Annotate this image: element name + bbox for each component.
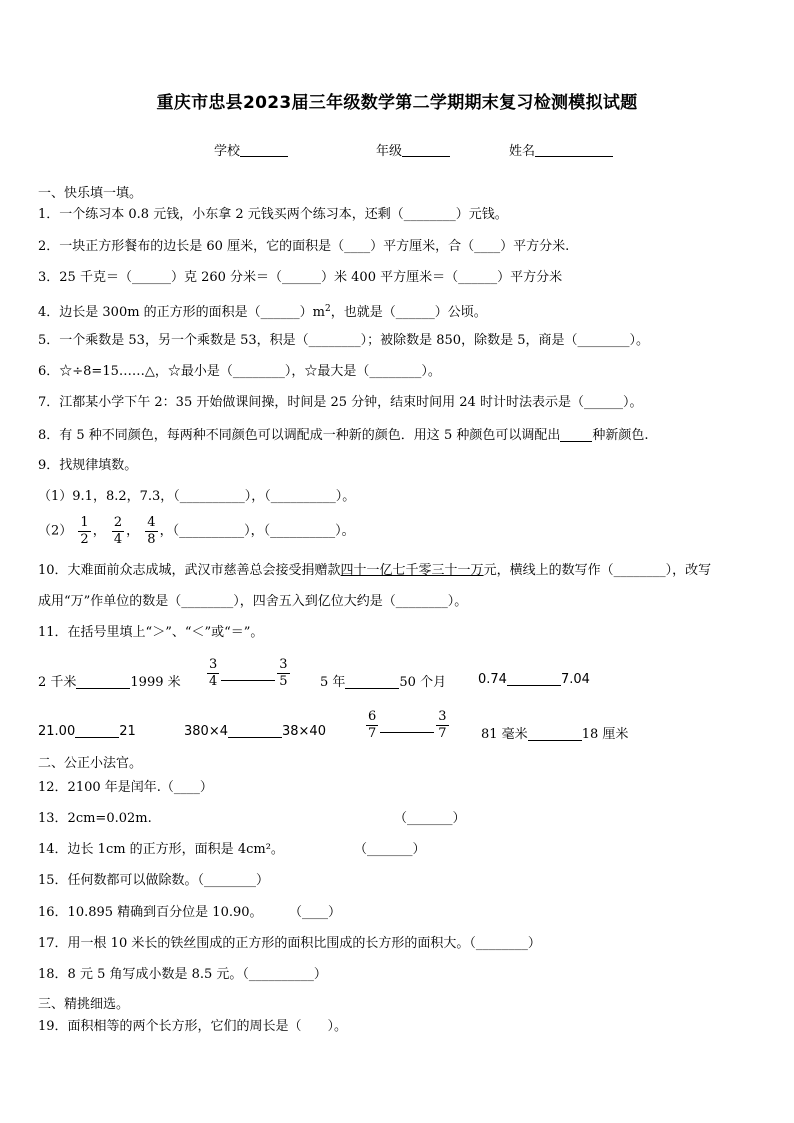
fraction-numerator: 3 [438,709,447,724]
question-8-part-b: 种新颜色. [592,428,649,443]
fraction-numerator: 2 [113,515,123,530]
compare-blank[interactable] [221,666,275,681]
compare-left: 81 毫米 [481,727,528,742]
fraction-numerator: 3 [279,657,288,672]
question-9-part-2: （2） $\frac{1}{2}$ ， $\frac{2}{4}$ ， $\frac{4}{8}$ ，（__________），（__________）。 [38,515,355,547]
compare-item-7 [364,709,451,742]
compare-right: 1999 米 [130,675,181,690]
section-3-heading: 三、精挑细选。 [38,997,130,1012]
compare-item-1 [38,671,181,690]
fraction-numerator: 4 [147,515,156,530]
compare-item-4 [478,671,590,687]
question-14: 14．边长 1cm 的正方形，面积是 4cm²。 [38,842,284,857]
question-4-superscript: 2 [325,304,331,314]
compare-blank[interactable] [76,674,130,689]
compare-right: 38×40 [281,724,326,739]
fraction-numerator: 3 [209,657,218,672]
fraction-3-4 [207,657,219,690]
question-4-part-a: 4．边长是 300m 的正方形的面积是（______）m [38,305,326,320]
question-2: 2．一块正方形餐布的边长是 60 厘米，它的面积是（____）平方厘米，合（____）平方分米. [38,239,570,254]
compare-item-8 [481,723,628,742]
fraction-6-7 [366,709,378,742]
fraction-denominator: 7 [368,726,377,741]
compare-right: 18 厘米 [581,727,629,742]
compare-blank[interactable] [507,671,561,686]
fraction-4-8 [145,515,157,548]
compare-right: 50 个月 [399,675,447,690]
compare-item-2 [205,657,292,690]
fraction-3-7 [436,709,448,742]
question-7: 7．江都某小学下午 2：35 开始做课间操，时间是 25 分钟，结束时间用 24 时计时法表示是（______）。 [38,395,643,410]
question-4-part-b: ，也就是（______）公顷。 [330,305,487,320]
question-6: 6．☆÷8=15……△，☆最小是（________），☆最大是（________）。 [38,364,441,379]
fraction-denominator: 7 [438,726,447,741]
question-18: 18．8 元 5 角写成小数是 8.5 元。（__________） [38,967,327,982]
compare-left: 2 千米 [38,675,77,690]
question-16: 16．10.895 精确到百分位是 10.90。 [38,905,263,920]
question-12: 12．2100 年是闰年.（____） [38,780,213,795]
compare-right: 21 [119,724,136,739]
fraction-2-4 [112,515,124,548]
question-10-part-a: 10．大难面前众志成城，武汉市慈善总会接受捐赠款 [38,563,341,578]
compare-left: 5 年 [320,675,346,690]
school-label: 学校 [214,144,241,159]
name-blank[interactable] [535,143,613,157]
compare-left: 0.74 [478,672,507,687]
compare-blank[interactable] [345,674,399,689]
question-4 [38,301,487,321]
compare-left: 380×4 [184,724,228,739]
compare-item-5 [38,723,136,739]
question-14-answer[interactable]: （_______） [354,842,426,857]
question-8-part-a: 8．有 5 种不同颜色，每两种不同颜色可以调配成一种新的颜色．用这 5 种颜色可以调配出 [38,428,561,443]
fraction-denominator: 4 [113,532,123,547]
question-8-blank[interactable] [560,427,592,442]
question-13-text: 13．2cm=0.02m. [38,811,152,826]
compare-left: 21.00 [38,724,76,739]
fraction-denominator: 4 [209,674,218,689]
fraction-denominator: 8 [147,532,156,547]
name-field[interactable] [509,140,613,159]
fraction-3-5 [277,657,289,690]
question-16-answer[interactable]: （____） [289,905,342,920]
grade-label: 年级 [376,144,403,159]
question-9-part-2-prefix: （2） [38,523,73,539]
grade-blank[interactable] [402,143,450,157]
school-field[interactable] [214,140,288,159]
question-1: 1．一个练习本 0.8 元钱，小东拿 2 元钱买两个练习本，还剩（________）元钱。 [38,207,508,222]
fraction-numerator: 6 [368,709,377,724]
question-10-underlined-amount: 四十一亿七千零三十一万 [340,563,484,578]
school-blank[interactable] [240,143,288,157]
compare-right: 7.04 [560,672,590,687]
compare-blank[interactable] [228,723,282,738]
question-11: 11．在括号里填上“＞”、“＜”或“＝”。 [38,625,264,640]
compare-blank[interactable] [75,723,119,738]
section-2-heading: 二、公正小法官。 [38,756,143,771]
grade-field[interactable] [376,140,450,159]
compare-item-6 [184,723,326,739]
question-10 [38,563,711,579]
question-3: 3．25 千克＝（______）克 260 分米＝（______）米 400 平方厘米＝（______）平方分米 [38,270,563,285]
compare-blank[interactable] [380,718,434,733]
fraction-1-2 [78,515,90,548]
question-13-answer[interactable]: （_______） [394,811,466,826]
page-title: 重庆市忠县2023届三年级数学第二学期期末复习检测模拟试题 [156,93,638,113]
question-5: 5．一个乘数是 53，另一个乘数是 53，积是（________）；被除数是 850，除数是 5，商是（________）。 [38,333,649,348]
question-9-part-2-suffix: ，（__________），（__________）。 [159,523,355,539]
question-10-line-2: 成用“万”作单位的数是（________），四舍五入到亿位大约是（________）。 [38,594,468,609]
question-17: 17．用一根 10 米长的铁丝围成的正方形的面积比围成的长方形的面积大。（________） [38,936,541,951]
fraction-denominator: 2 [80,532,89,547]
question-10-part-b: 元，横线上的数写作（________），改写 [483,563,712,578]
question-15: 15．任何数都可以做除数。（________） [38,873,270,888]
question-9: 9．找规律填数。 [38,458,138,473]
question-19: 19．面积相等的两个长方形，它们的周长是（ ）。 [38,1019,348,1034]
question-13 [38,811,152,827]
fraction-numerator: 1 [80,515,89,530]
fraction-denominator: 5 [279,674,288,689]
compare-item-3 [320,671,446,690]
compare-blank[interactable] [528,726,582,741]
section-1-heading: 一、快乐填一填。 [38,186,143,201]
question-9-part-1: （1）9.1，8.2，7.3，（__________），（__________）。 [38,489,356,504]
question-8 [38,427,648,444]
name-label: 姓名 [509,144,536,159]
